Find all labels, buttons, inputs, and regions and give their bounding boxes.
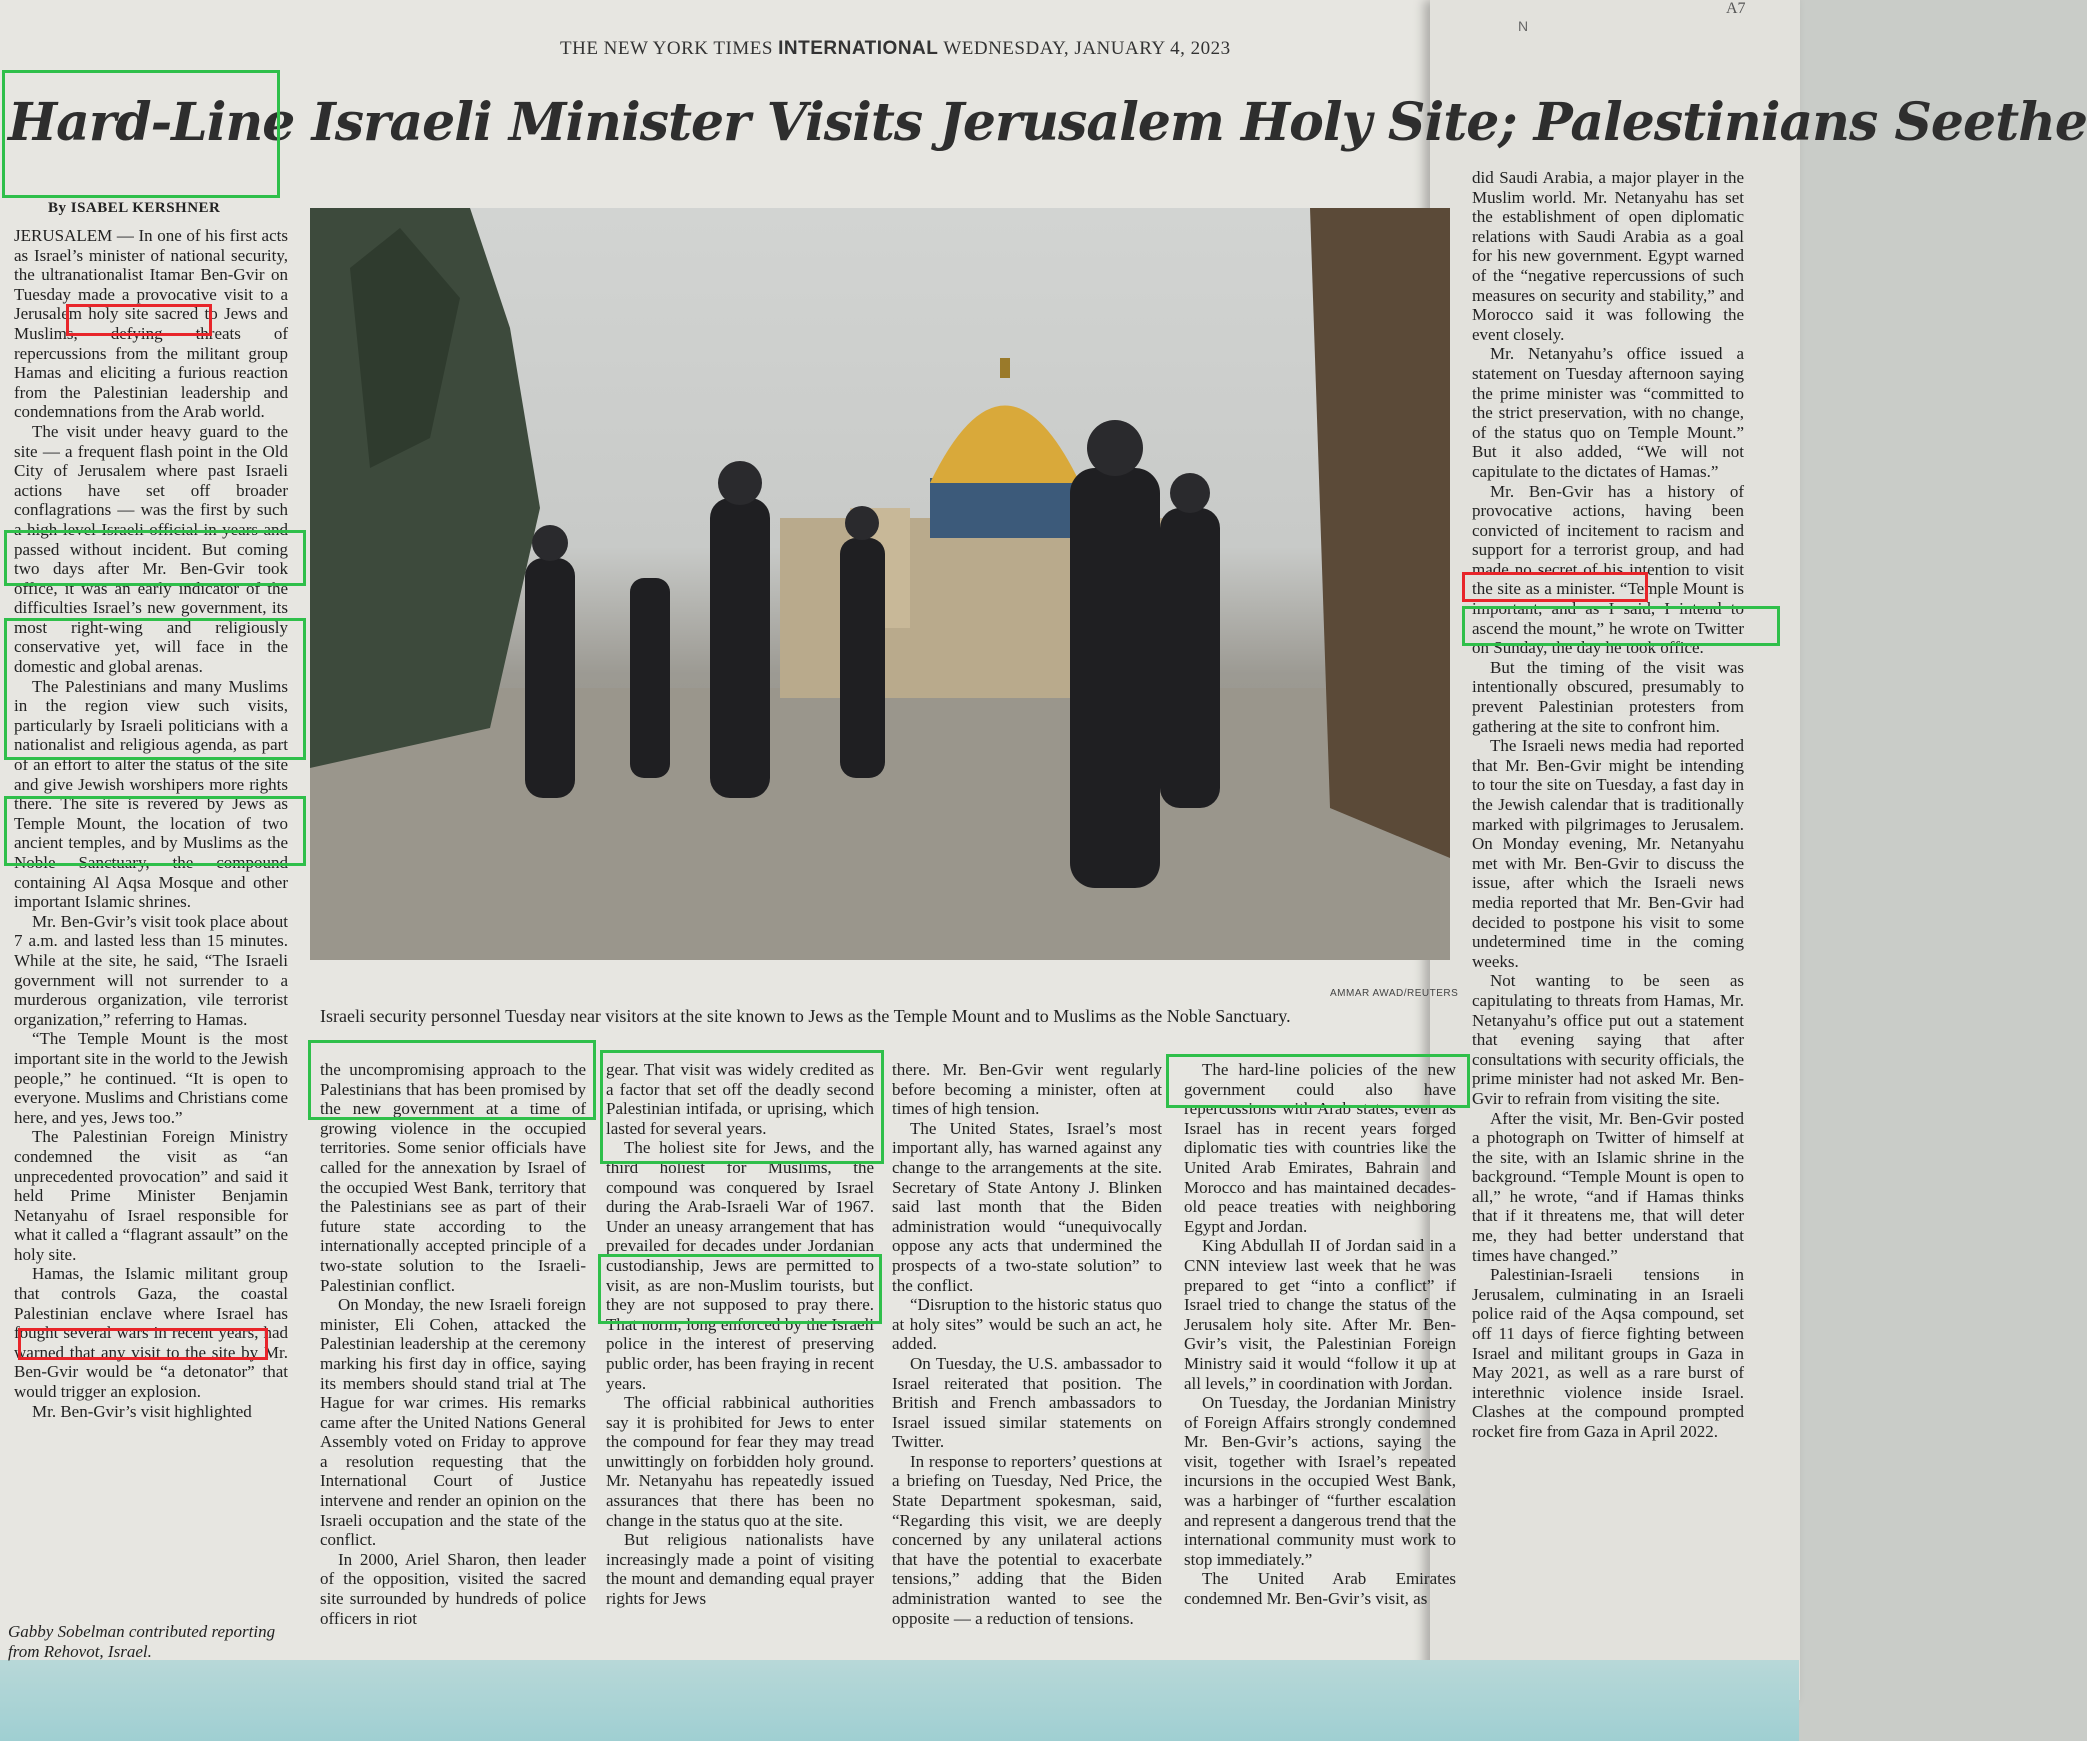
background-surface (0, 1660, 1799, 1741)
paragraph: On Monday, the new Israeli foreign minister, Eli Cohen, attacked the Palestinian leadership at the ceremony marking his first day in office, saying its members should stand trial at The Hague for war crimes. His remarks came after the United Nations General Assembly voted on Friday to approve a resolution requesting that the International Court of Justice intervene and render an opinion on the Israeli occupation and the state of the conflict. (320, 1295, 586, 1550)
masthead (560, 38, 1320, 60)
article-column-3 (606, 1060, 874, 1609)
article-column-2 (320, 1060, 586, 1628)
paragraph: the uncompromising approach to the Palestinians that has been promised by the new government at a time of growing violence in the occupied territories. Some senior officials have called for the annexation by Israel of the occupied West Bank, territory that the Palestinians see as part of their future state according to the internationally accepted principle of a two-state solution to the Israeli-Palestinian conflict. (320, 1060, 586, 1295)
photo-credit: AMMAR AWAD/REUTERS (1330, 988, 1459, 999)
paragraph: The holiest site for Jews, and the third holiest for Muslims, the compound was conquered by Israel during the Arab-Israeli War of 1967. Under an uneasy arrangement that has prevailed for decades under Jordanian custodianship, Jews are permitted to visit, as are non-Muslim tourists, but they are not supposed to pray there. That norm, long enforced by the Israeli police in the interest of preserving public order, has been fraying in recent years. (606, 1138, 874, 1393)
paragraph: The hard-line policies of the new government could also have repercussions with Arab states, even as Israel has in recent years forged diplomatic ties with countries like the United Arab Emirates, Bahrain and Morocco and has maintained decades-old peace treaties with neighboring Egypt and Jordan. (1184, 1060, 1456, 1236)
paragraph: Mr. Ben-Gvir’s visit highlighted (32, 1401, 252, 1421)
paragraph: The official rabbinical authorities say it is prohibited for Jews to enter the compound for fear they may tread unwittingly on forbidden holy ground. Mr. Netanyahu has repeatedly issued assurances that there has been no change in the status quo at the site. (606, 1393, 874, 1530)
article-column-5 (1184, 1060, 1456, 1609)
headline: Hard-Line Israeli Minister Visits Jerusalem Holy Site; Palestinians Seethe (8, 92, 2087, 153)
paragraph: The United Arab Emirates condemned Mr. Ben-Gvir’s visit, as (1184, 1569, 1456, 1609)
article-column-4 (892, 1060, 1162, 1628)
paragraph: In 2000, Ariel Sharon, then leader of the opposition, visited the sacred site surrounded by hundreds of police officers in riot (320, 1549, 586, 1628)
masthead-paper: THE NEW YORK TIMES (560, 38, 773, 59)
paragraph: On Tuesday, the U.S. ambassador to Israel reiterated that position. The British and French ambassadors to Israel issued similar statements on Twitter. (892, 1353, 1162, 1452)
paragraph: did Saudi Arabia, a major player in the Muslim world. Mr. Netanyahu has set the establishment of open diplomatic relations with Saudi Arabia as a goal for his new government. Egypt warned of the “negative repercussions of such measures on security and stability,” and Morocco said it was following the event closely. (1472, 168, 1744, 344)
paragraph: “Disruption to the historic status quo at holy sites” would be such an act, he added. (892, 1295, 1162, 1354)
paragraph: On Tuesday, the Jordanian Ministry of Foreign Affairs strongly condemned Mr. Ben-Gvir’s actions, saying the visit, together with Israel’s repeated incursions in the occupied West Bank, was a harbinger of “further escalation and represent a dangerous trend that the international community must work to stop immediately.” (1184, 1393, 1456, 1569)
article-column-1 (14, 226, 288, 1421)
paragraph: Mr. Ben-Gvir’s visit took place about 7 a.m. and lasted less than 15 minutes. While at the site, he said, “The Israeli government will not surrender to a murderous organization, vile terrorist organization,” referring to Hamas. (14, 911, 288, 1029)
paragraph: But religious nationalists have increasingly made a point of visiting the mount and demanding equal prayer rights for Jews (606, 1530, 874, 1609)
paragraph: Hamas, the Islamic militant group that controls Gaza, the coastal Palestinian enclave where Israel has fought several wars in recent years, had warned that any visit to the site by Mr. Ben-Gvir would be “a detonator” that would trigger an explosion. (14, 1264, 288, 1402)
paragraph: But the timing of the visit was intentionally obscured, presumably to prevent Palestinian protesters from gathering at the site to confront him. (1472, 657, 1744, 736)
paragraph: The Palestinian Foreign Ministry condemned the visit as “an unprecedented provocation” and said it held Prime Minister Benjamin Netanyahu of Israel responsible for what it called a “flagrant assault” on the holy site. (14, 1127, 288, 1264)
paragraph: gear. That visit was widely credited as a factor that set off the deadly second Palestinian intifada, or uprising, which lasted for several years. (606, 1060, 874, 1138)
page-number: A7 (1726, 0, 1746, 17)
paragraph: Palestinian-Israeli tensions in Jerusalem, culminating in an Israeli police raid of the Aqsa compound, set off 11 days of fierce fighting between Israel and militant groups in Gaza in May 2021, as well as a rare burst of interethnic violence inside Israel. Clashes at the compound prompted rocket fire from Gaza in April 2022. (1472, 1265, 1744, 1441)
byline: By ISABEL KERSHNER (48, 200, 221, 216)
paragraph: King Abdullah II of Jordan said in a CNN inteview last week that he was prepared to get “into a conflict” if Israel tried to change the status of the Jerusalem holy site. After Mr. Ben-Gvir’s visit, the Palestinian Foreign Ministry said it would “follow it up at all levels,” in coordination with Jordan. (1184, 1236, 1456, 1393)
masthead-date: WEDNESDAY, JANUARY 4, 2023 (943, 38, 1231, 59)
photo-caption: Israeli security personnel Tuesday near visitors at the site known to Jews as the Temple Mount and to Muslims as the Noble Sanctuary. (320, 1006, 1291, 1026)
paragraph: Mr. Ben-Gvir has a history of provocative actions, having been convicted of incitement to racism and support for a terrorist group, and had made no secret of his intention to visit the site as a minister. “Temple Mount is important, and as I said, I intend to ascend the mount,” he wrote on Twitter on Sunday, the day he took office. (1472, 481, 1744, 658)
photo-illustration (310, 208, 1450, 960)
article-column-6 (1472, 168, 1744, 1442)
paragraph: The visit under heavy guard to the site — a frequent flash point in the Old City of Jerusalem where past Israeli actions have set off broader conflagrations — was the first by such a high-level Israeli official in years and passed without incident. But coming two days after Mr. Ben-Gvir took office, it was an early indicator of the difficulties Israel’s new government, its most right-wing and religiously conservative yet, will face in the domestic and global arenas. (14, 421, 288, 677)
paragraph: The Israeli news media had reported that Mr. Ben-Gvir might be intending to tour the site on Tuesday, a fast day in the Jewish calendar that is traditionally marked with pilgrimages to Jerusalem. On Monday evening, Mr. Netanyahu met with Mr. Ben-Gvir to discuss the issue, after which the Israeli news media reported that Mr. Ben-Gvir had decided to postpone his visit to some undetermined time in the coming weeks. (1472, 736, 1744, 971)
contributor-note: Gabby Sobelman contributed reporting from Rehovot, Israel. (8, 1622, 276, 1661)
paragraph: After the visit, Mr. Ben-Gvir posted a photograph on Twitter of himself at the site, with an Islamic shrine in the background. “Temple Mount is open to all,” he wrote, “and if Hamas thinks that if it threatens me, that will deter me, they had better understand that times have changed.” (1472, 1108, 1744, 1265)
paragraph: Mr. Netanyahu’s office issued a statement on Tuesday afternoon saying the prime minister was “committed to the strict preservation, with no change, of the status quo on Temple Mount.” But it also added, “We will not capitulate to the dictates of Hamas.” (1472, 344, 1744, 481)
paragraph: The United States, Israel’s most important ally, has warned against any change to the arrangements at the site. Secretary of State Antony J. Blinken said last month that the Biden administration would “unequivocally oppose any acts that undermined the prospects of a two-state solution” to the conflict. (892, 1118, 1162, 1295)
paragraph: “The Temple Mount is the most important site in the world to the Jewish people,” he continued. “It is open to everyone. Muslims and Christians come here, and yes, Jews too.” (14, 1029, 288, 1127)
paragraph: In response to reporters’ questions at a briefing on Tuesday, Ned Price, the State Department spokesman, said, “Regarding this visit, we are deeply concerned by any unilateral actions that have the potential to exacerbate tensions,” adding that the Biden administration wanted to see the opposite — a reduction of tensions. (892, 1451, 1162, 1628)
news-photo (310, 208, 1450, 960)
masthead-section: INTERNATIONAL (778, 38, 939, 59)
edition-mark: N (1518, 18, 1529, 34)
paragraph: there. Mr. Ben-Gvir went regularly before becoming a minister, often at times of high tension. (892, 1060, 1162, 1119)
paragraph: Not wanting to be seen as capitulating to threats from Hamas, Mr. Netanyahu’s office put out a statement that evening saying that after consultations with security officials, the prime minister had not asked Mr. Ben-Gvir to refrain from visiting the site. (1472, 971, 1744, 1108)
paragraph: JERUSALEM — In one of his first acts as Israel’s minister of national security, the ultranationalist Itamar Ben-Gvir on Tuesday made a provocative visit to a Jerusalem holy site sacred to Jews and Muslims, defying threats of repercussions from the militant group Hamas and eliciting a furious reaction from the Palestinian leadership and condemnations from the Arab world. (14, 226, 288, 422)
paragraph: The Palestinians and many Muslims in the region view such visits, particularly by Israeli politicians with a nationalist and religious agenda, as part of an effort to alter the status of the site and give Jewish worshipers more rights there. The site is revered by Jews as Temple Mount, the location of two ancient temples, and by Muslims as the Noble Sanctuary, the compound containing Al Aqsa Mosque and other important Islamic shrines. (14, 676, 288, 912)
